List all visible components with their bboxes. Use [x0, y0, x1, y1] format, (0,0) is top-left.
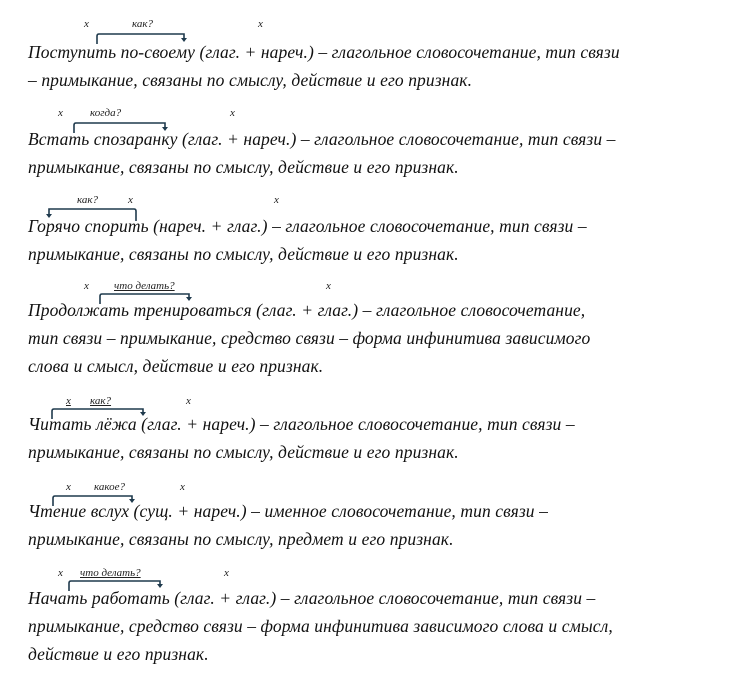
entry-line: примыкание, связаны по смыслу, действие и его признак.	[28, 244, 459, 264]
question-label: как?	[132, 18, 154, 30]
entry-line: примыкание, связаны по смыслу, предмет и его признак.	[28, 529, 454, 549]
type-mark: x	[258, 18, 263, 30]
type-mark: x	[230, 107, 235, 119]
type-mark: x	[180, 481, 185, 493]
entry-line: Поступить по-своему (глаг. + нареч.) – глагольное словосочетание, тип связи	[28, 42, 620, 62]
entry-line: тип связи – примыкание, средство связи – форма инфинитива зависимого	[28, 328, 591, 348]
question-label: что делать?	[80, 567, 141, 579]
type-mark: x	[224, 567, 229, 579]
entry-line: Начать работать (глаг. + глаг.) – глагольное словосочетание, тип связи –	[28, 588, 596, 608]
entry-line: действие и его признак.	[28, 644, 209, 664]
entry-line: Читать лёжа (глаг. + нареч.) – глагольное словосочетание, тип связи –	[28, 414, 575, 434]
entry-line: примыкание, связаны по смыслу, действие и его признак.	[28, 157, 459, 177]
entry-3	[28, 194, 738, 269]
entry-line: Горячо спорить (нареч. + глаг.) – глагольное словосочетание, тип связи –	[28, 216, 587, 236]
entry-line: Встать спозаранку (глаг. + нареч.) – глагольное словосочетание, тип связи –	[28, 129, 616, 149]
type-mark: x	[326, 280, 331, 292]
entry-line: Чтение вслух (сущ. + нареч.) – именное словосочетание, тип связи –	[28, 501, 548, 521]
type-mark: x	[274, 194, 279, 206]
main-word-mark: x	[128, 194, 133, 206]
question-label: когда?	[90, 107, 122, 119]
entry-line: примыкание, средство связи – форма инфинитива зависимого слова и смысл,	[28, 616, 613, 636]
main-word-mark: x	[66, 481, 71, 493]
entry-5	[28, 395, 738, 470]
entry-line: – примыкание, связаны по смыслу, действие и его признак.	[28, 70, 473, 90]
main-word-mark: x	[58, 107, 63, 119]
entry-6	[28, 481, 738, 556]
entry-4	[28, 280, 738, 380]
type-mark: x	[186, 395, 191, 407]
entry-line: слова и смысл, действие и его признак.	[28, 356, 324, 376]
entry-1	[28, 18, 738, 93]
question-label: как?	[77, 194, 99, 206]
main-word-mark: x	[66, 395, 71, 407]
main-word-mark: x	[58, 567, 63, 579]
entry-2	[28, 107, 738, 182]
main-word-mark: x	[84, 18, 89, 30]
entry-line: Продолжать тренироваться (глаг. + глаг.) – глагольное словосочетание,	[28, 300, 586, 320]
entry-line: примыкание, связаны по смыслу, действие и его признак.	[28, 442, 459, 462]
main-word-mark: x	[84, 280, 89, 292]
question-label: как?	[90, 395, 112, 407]
question-label: что делать?	[114, 280, 175, 292]
question-label: какое?	[94, 481, 125, 493]
entry-7	[28, 567, 738, 672]
